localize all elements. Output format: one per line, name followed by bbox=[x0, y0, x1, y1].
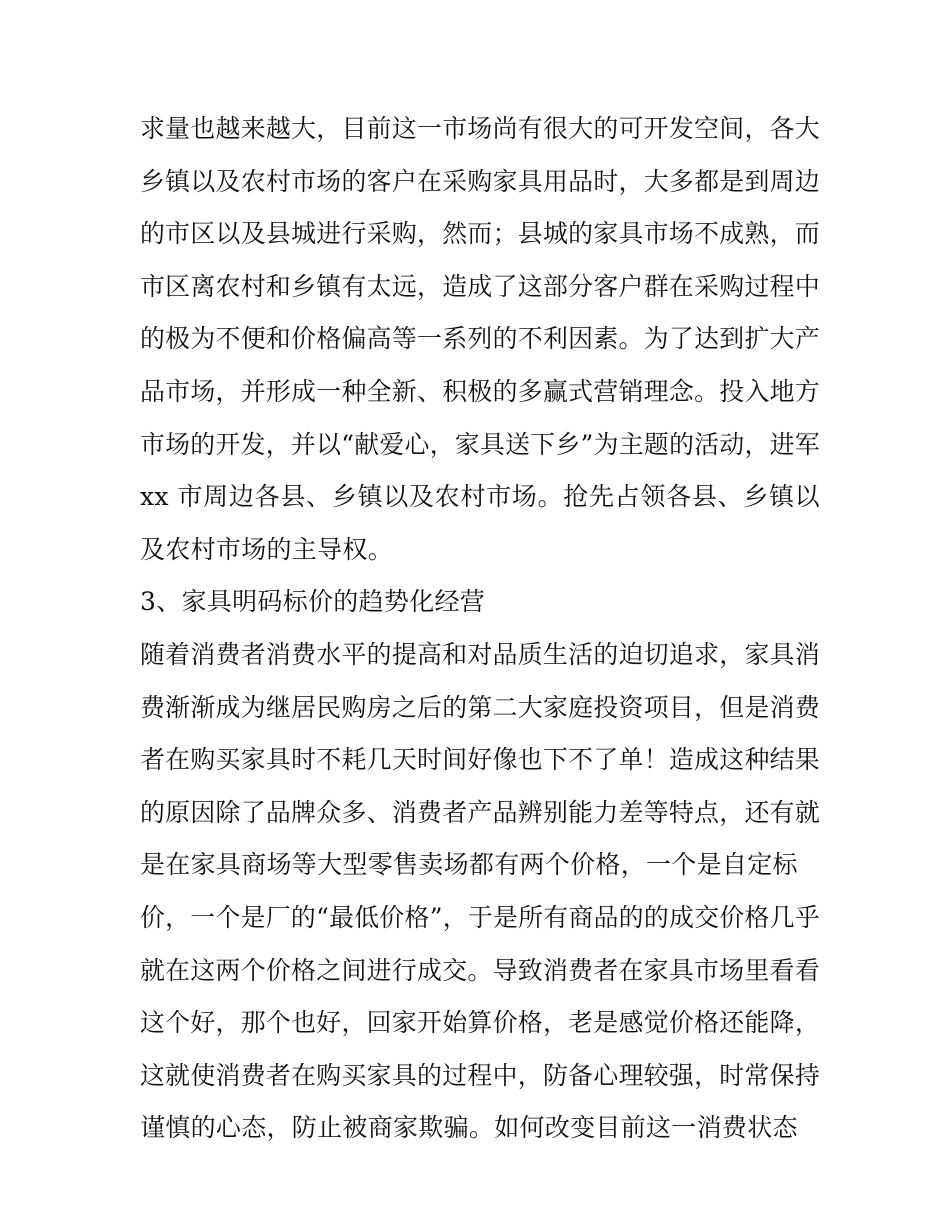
text-line: 就在这两个价格之间进行成交。导致消费者在家具市场里看看 bbox=[140, 955, 820, 985]
section-heading: 3、家具明码标价的趋势化经营 bbox=[140, 587, 486, 617]
body-text bbox=[140, 108, 820, 1160]
text-line: xx 市周边各县、乡镇以及农村市场。抢先占领各县、乡镇以 bbox=[140, 482, 820, 512]
text-line: 及农村市场的主导权。 bbox=[140, 534, 394, 564]
text-line: 品市场，并形成一种全新、积极的多赢式营销理念。投入地方 bbox=[140, 376, 820, 406]
text-line: 的原因除了品牌众多、消费者产品辨别能力差等特点，还有就 bbox=[140, 797, 820, 827]
text-line: 市场的开发，并以“献爱心，家具送下乡”为主题的活动，进军 bbox=[140, 429, 820, 459]
text-line: 这就使消费者在购买家具的过程中，防备心理较强，时常保持 bbox=[140, 1060, 820, 1090]
text-line: 价，一个是厂的“最低价格”，于是所有商品的的成交价格几乎 bbox=[140, 902, 820, 932]
text-line: 随着消费者消费水平的提高和对品质生活的迫切追求，家具消 bbox=[140, 639, 820, 669]
text-line: 费渐渐成为继居民购房之后的第二大家庭投资项目，但是消费 bbox=[140, 692, 820, 722]
text-line: 求量也越来越大，目前这一市场尚有很大的可开发空间，各大 bbox=[140, 114, 820, 143]
text-line: 是在家具商场等大型零售卖场都有两个价格，一个是自定标 bbox=[140, 850, 798, 880]
text-line: 的极为不便和价格偏高等一系列的不利因素。为了达到扩大产 bbox=[140, 324, 820, 354]
text-line: 市区离农村和乡镇有太远，造成了这部分客户群在采购过程中 bbox=[140, 271, 820, 301]
text-line: 者在购买家具时不耗几天时间好像也下不了单！造成这种结果 bbox=[140, 745, 820, 775]
text-line: 这个好，那个也好，回家开始算价格，老是感觉价格还能降， bbox=[140, 1008, 820, 1038]
text-line: 谨慎的心态，防止被商家欺骗。如何改变目前这一消费状态 bbox=[140, 1113, 798, 1143]
text-line: 的市区以及县城进行采购，然而；县城的家具市场不成熟，而 bbox=[140, 219, 820, 249]
text-line: 乡镇以及农村市场的客户在采购家具用品时，大多都是到周边 bbox=[140, 166, 820, 196]
